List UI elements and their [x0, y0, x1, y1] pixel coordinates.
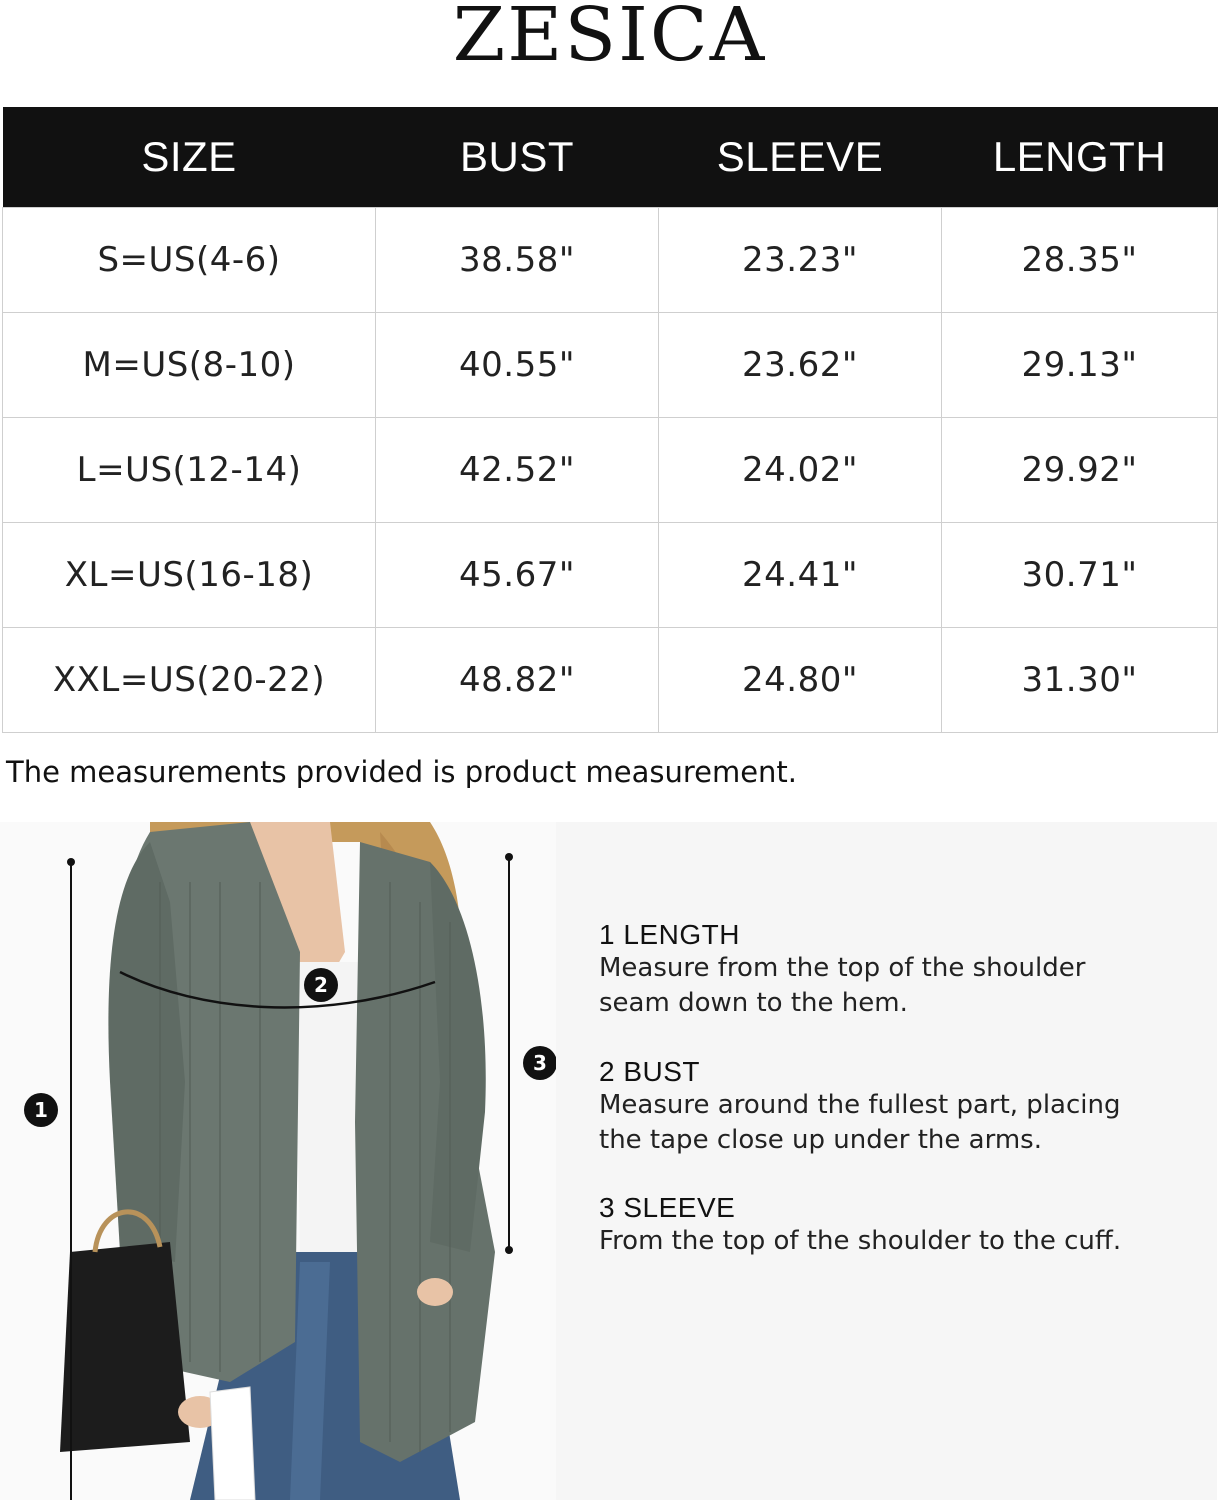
cell-length: 29.13" — [942, 312, 1218, 417]
cell-sleeve: 23.23" — [659, 207, 942, 312]
measure-guide-panel — [556, 822, 1217, 1500]
guide-length — [599, 919, 1179, 1021]
marker-length-icon: 1 — [24, 1093, 58, 1127]
guide-sleeve-title: 3 SLEEVE — [599, 1192, 736, 1223]
cell-sleeve: 23.62" — [659, 312, 942, 417]
guide-bust-title: 2 BUST — [599, 1056, 701, 1087]
header-bust: BUST — [376, 107, 659, 207]
guide-length-title: 1 LENGTH — [599, 919, 740, 950]
cell-length: 30.71" — [942, 522, 1218, 627]
header-length: LENGTH — [942, 107, 1218, 207]
table-header-row — [3, 107, 1218, 207]
marker-bust-icon: 2 — [304, 968, 338, 1002]
cell-sleeve: 24.41" — [659, 522, 942, 627]
cell-size: L=US(12-14) — [3, 417, 376, 522]
cell-sleeve: 24.02" — [659, 417, 942, 522]
table-row — [3, 312, 1218, 417]
table-row — [3, 522, 1218, 627]
header-size: SIZE — [3, 107, 376, 207]
cell-size: XXL=US(20-22) — [3, 627, 376, 732]
guide-bust — [599, 1056, 1179, 1158]
table-row — [3, 417, 1218, 522]
cell-bust: 45.67" — [376, 522, 659, 627]
table-row — [3, 627, 1218, 732]
cell-bust: 48.82" — [376, 627, 659, 732]
cell-length: 28.35" — [942, 207, 1218, 312]
cell-size: M=US(8-10) — [3, 312, 376, 417]
guide-length-desc — [599, 951, 1179, 1021]
cell-bust: 40.55" — [376, 312, 659, 417]
measurement-note: The measurements provided is product measurement. — [6, 755, 798, 789]
guide-sleeve — [599, 1192, 1179, 1259]
guide-bust-desc-line2: the tape close up under the arms. — [599, 1125, 1042, 1155]
cell-size: S=US(4-6) — [3, 207, 376, 312]
cell-size: XL=US(16-18) — [3, 522, 376, 627]
guide-sleeve-desc — [599, 1224, 1179, 1259]
header-sleeve: SLEEVE — [659, 107, 942, 207]
size-chart-table — [2, 107, 1218, 733]
cell-bust: 38.58" — [376, 207, 659, 312]
model-photo — [0, 822, 556, 1500]
cell-length: 31.30" — [942, 627, 1218, 732]
guide-bust-desc — [599, 1088, 1179, 1158]
guide-length-desc-line1: Measure from the top of the shoulder — [599, 953, 1086, 983]
marker-sleeve-icon: 3 — [523, 1046, 556, 1080]
brand-logo: ZESICA — [452, 0, 767, 78]
cell-bust: 42.52" — [376, 417, 659, 522]
guide-sleeve-desc-line1: From the top of the shoulder to the cuff. — [599, 1226, 1122, 1256]
cell-sleeve: 24.80" — [659, 627, 942, 732]
model-photo-illustration — [0, 822, 556, 1500]
guide-bust-desc-line1: Measure around the fullest part, placing — [599, 1090, 1121, 1120]
table-row — [3, 207, 1218, 312]
cell-length: 29.92" — [942, 417, 1218, 522]
guide-length-desc-line2: seam down to the hem. — [599, 988, 908, 1018]
